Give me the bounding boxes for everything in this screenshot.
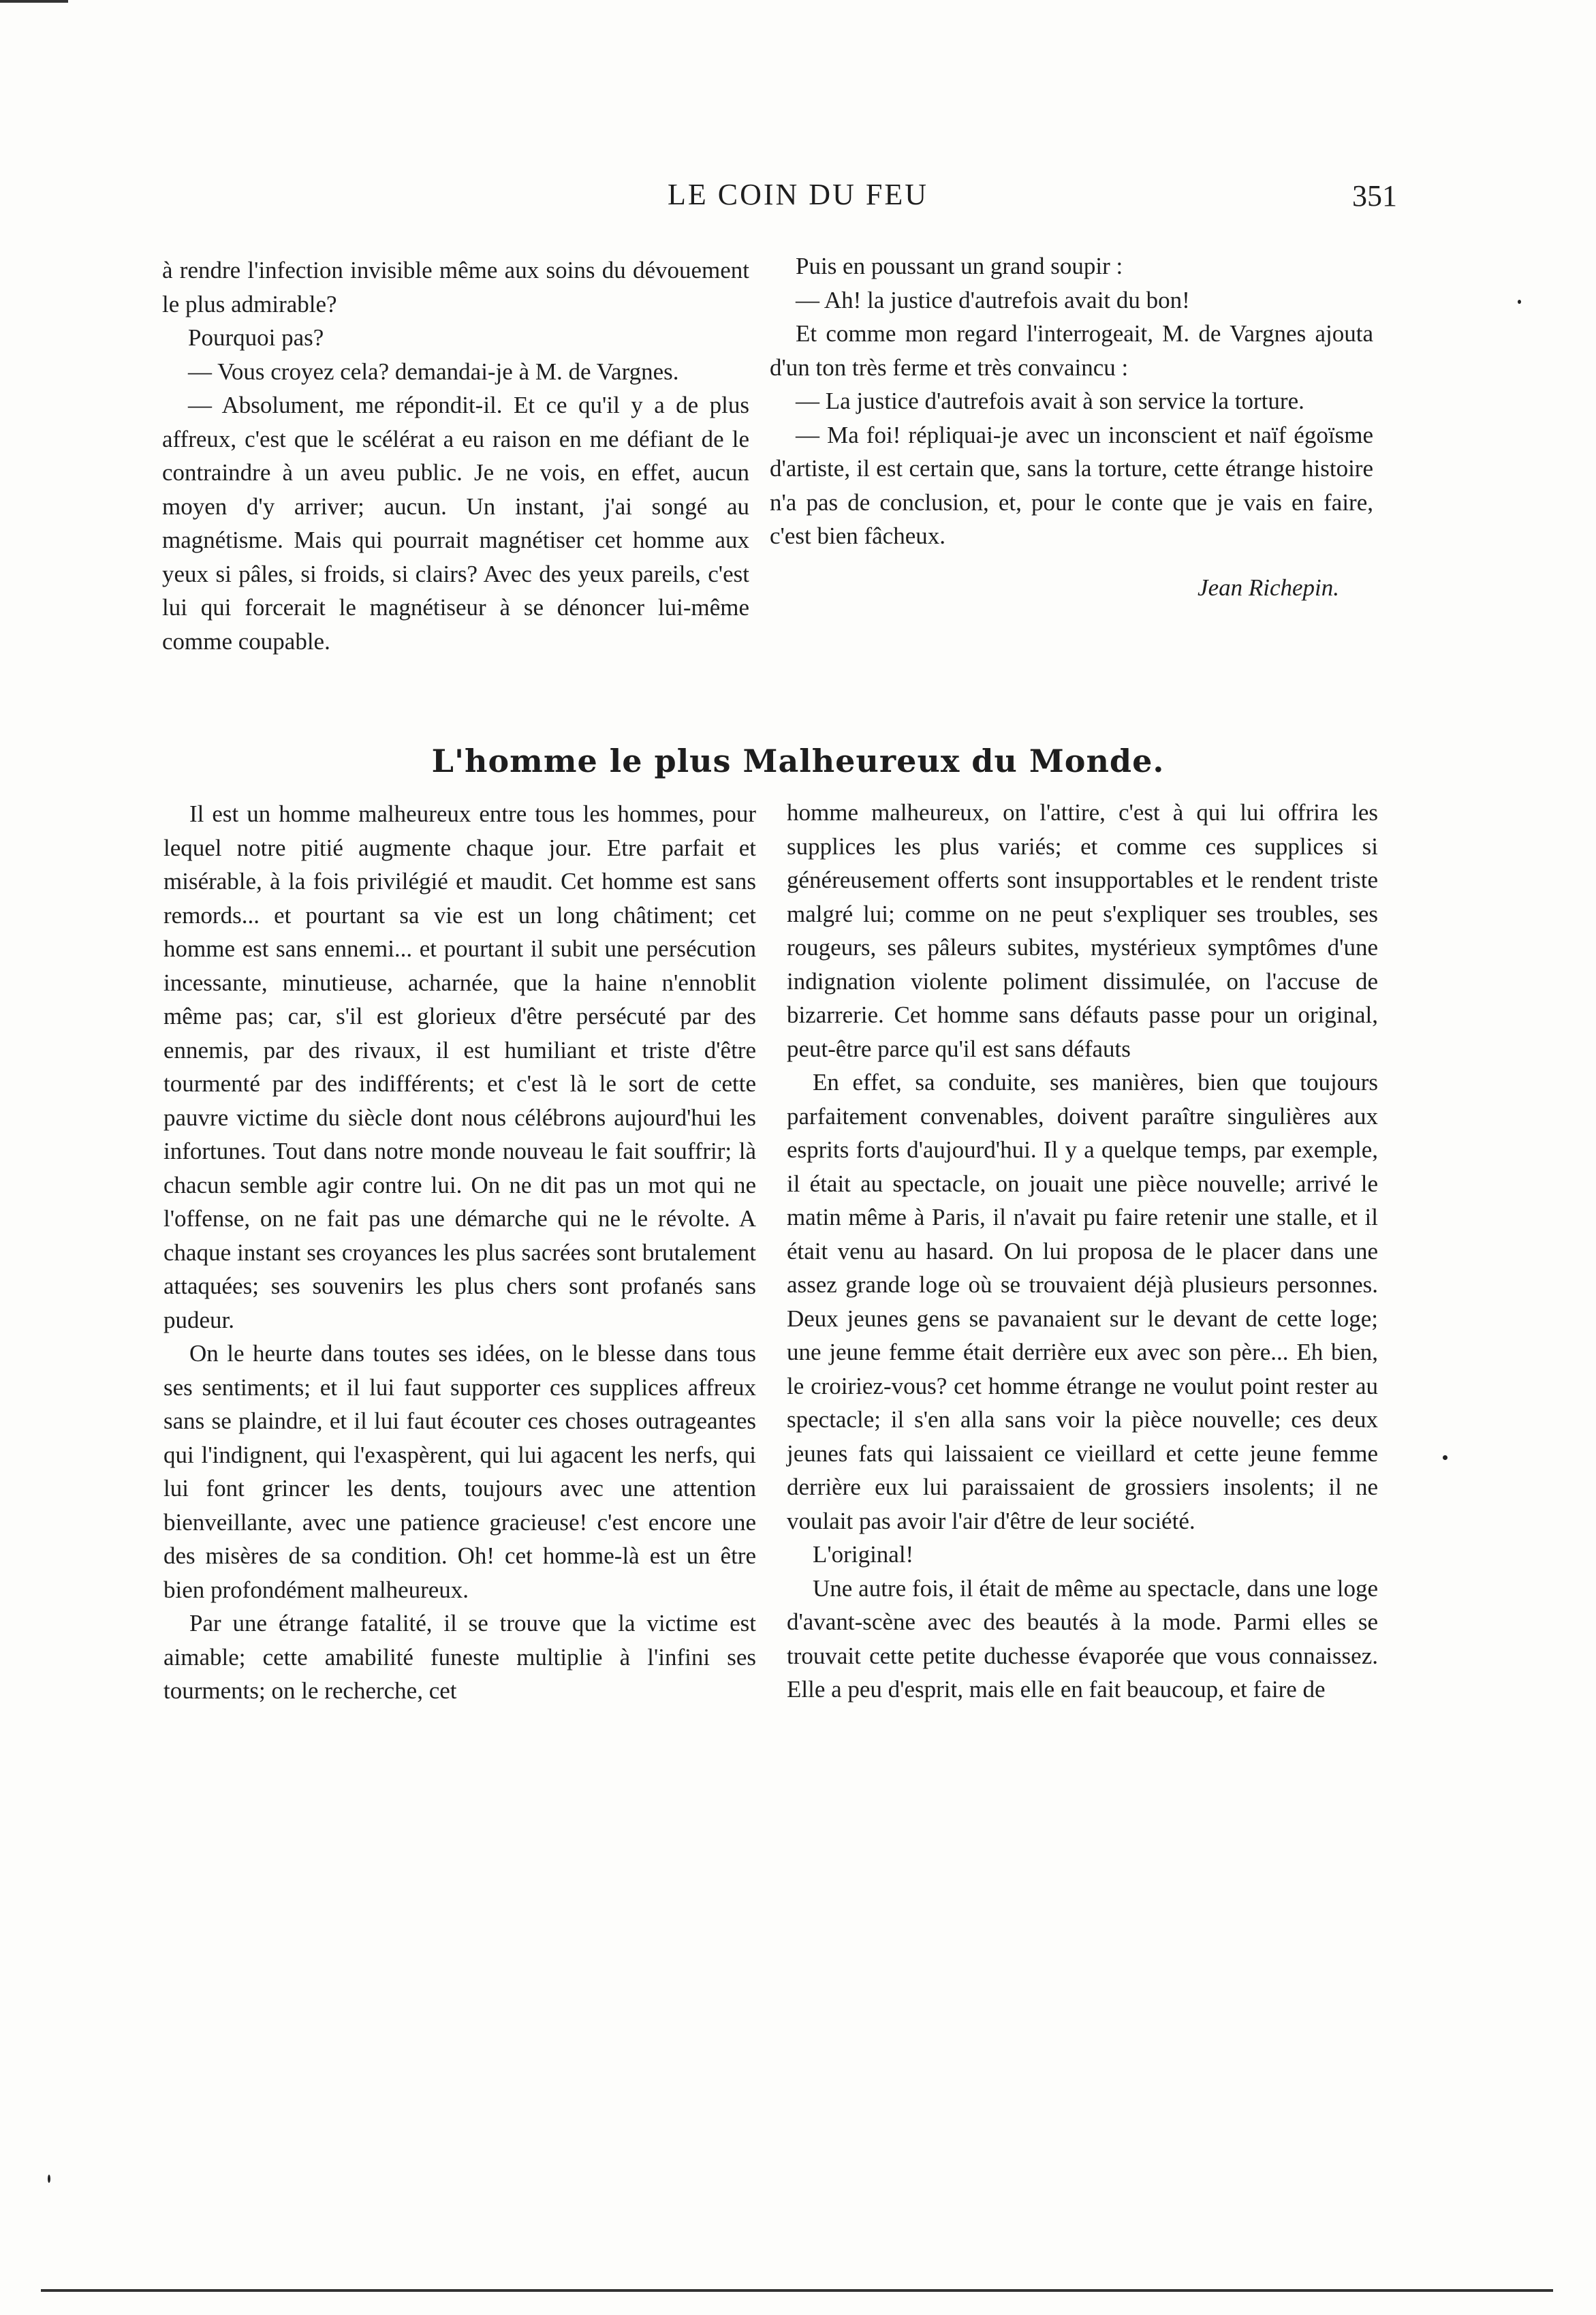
page-number: 351 (1352, 179, 1397, 213)
paragraph: Une autre fois, il était de même au spectacle, dans une loge d'avant-scène avec des beautés à la mode. Parmi elles se trouvait cette petite duchesse évaporée que vous connaissez. Elle a peu d'esprit, mais elle en fait beaucoup, et faire de (787, 1574, 1378, 1703)
ink-speck (1518, 300, 1521, 304)
paragraph: — Ma foi! répliquai-je avec un inconscient et naïf égoïsme d'artiste, il est certain que, sans la torture, cette étrange histoire n'a pas de conclusion, et, pour le conte que je vais en faire, c'est bien fâcheux. (770, 421, 1373, 549)
paragraph: On le heurte dans toutes ses idées, on le blesse dans tous ses sentiments; et il lui faut supporter ces supplices affreux sans se plaindre, et il lui faut écouter ces choses outrageantes qui l'indignent, qui l'exaspèrent, qui lui agacent les nerfs, qui lui font grincer les dents, toujours avec une attention bienveillante, avec une patience gracieuse! c'est encore une des misères de sa condition. Oh! cet homme-là est un être bien profondément malheureux. (163, 1340, 756, 1603)
paragraph: Puis en poussant un grand soupir : (796, 253, 1123, 279)
paragraph: Pourquoi pas? (188, 324, 324, 351)
paragraph: Il est un homme malheureux entre tous les hommes, pour lequel notre pitié augmente chaque jour. Etre parfait et misérable, à la fois privilégié et maudit. Cet homme est sans remords... et pourtant sa vie est un long châtiment; cet homme est sans ennemi... et pourtant il subit une persécution incessante, minutieuse, acharnée, que la haine n'ennoblit même pas; car, s'il est glorieux d'être persécuté par des ennemis, par des rivaux, il est humiliant et triste d'être tourmenté par des indifférents; et c'est là le sort de cette pauvre victime du siècle dont nous célébrons aujourd'hui les infortunes. Tout dans notre monde nouveau le fait souffrir; là chacun semble agir contre lui. On ne dit pas un mot qui ne l'offense, on ne fait pas une démarche qui ne le révolte. A chaque instant ses croyances les plus sacrées sont brutalement attaquées; ses souvenirs les plus chers sont profanés sans pudeur. (163, 801, 756, 1333)
paragraph: — La justice d'autrefois avait à son service la torture. (796, 388, 1304, 414)
article-right-column (787, 796, 1378, 1707)
top-left-column (162, 253, 749, 658)
top-right-column (770, 249, 1373, 604)
ink-speck (48, 2175, 50, 2183)
paragraph: — Vous croyez cela? demandai-je à M. de Vargnes. (188, 358, 679, 385)
running-header: LE COIN DU FEU (668, 178, 928, 211)
paragraph: Par une étrange fatalité, il se trouve que la victime est aimable; cette amabilité funeste multiplie à l'infini ses tourments; on le recherche, cet (163, 1610, 756, 1704)
ink-speck (1443, 1455, 1448, 1460)
article-title: L'homme le plus Malheureux du Monde. (431, 743, 1165, 779)
paragraph: à rendre l'infection invisible même aux soins du dévouement le plus admirable? (162, 257, 749, 317)
scan-edge-mark (0, 0, 68, 3)
author-signature: Jean Richepin. (1198, 574, 1339, 601)
paragraph: En effet, sa conduite, ses manières, bien que toujours parfaitement convenables, doivent paraître singulières aux esprits forts d'aujourd'hui. Il y a quelque temps, par exemple, il était au spectacle, on jouait une pièce nouvelle; arrivé le matin même à Paris, il n'avait pu faire retenir une stalle, et il était venu au hasard. On lui proposa de le placer dans une assez grande loge où se trouvaient déjà plusieurs personnes. Deux jeunes gens se pavanaient sur le devant de cette loge; une jeune femme était derrière eux avec son père... Eh bien, le croiriez-vous? cet homme étrange ne voulut point rester au spectacle; il s'en alla sans voir la pièce nouvelle; ces deux jeunes fats qui laissaient ce vieillard et cette jeune femme derrière eux lui paraissaient de grossiers insolents; il ne voulait pas avoir l'air d'être de leur société. (787, 1069, 1378, 1534)
paragraph: Et comme mon regard l'interrogeait, M. de Vargnes ajouta d'un ton très ferme et très convaincu : (770, 320, 1373, 381)
paragraph: — Absolument, me répondit-il. Et ce qu'il y a de plus affreux, c'est que le scélérat a eu raison en me défiant de le contraindre à un aveu public. Je ne vois, en effet, aucun moyen d'y arriver; aucun. Un instant, j'ai songé au magnétisme. Mais qui pourrait magnétiser cet homme aux yeux si pâles, si froids, si clairs? Avec des yeux pareils, c'est lui qui forcerait le magnétiseur à se dénoncer lui-même comme coupable. (162, 392, 749, 655)
paragraph: homme malheureux, on l'attire, c'est à qui lui offrira les supplices les plus variés; et comme ces supplices si généreusement offerts sont insupportables et le rendent triste malgré lui; comme on ne peut s'expliquer ses troubles, ses rougeurs, ses pâleurs subites, mystérieux symptômes d'une indignation violente poliment dissimulée, on l'accuse de bizarrerie. Cet homme sans défauts passe pour un original, peut-être parce qu'il est sans défauts (787, 799, 1378, 1062)
paragraph: — Ah! la justice d'autrefois avait du bon! (796, 286, 1190, 313)
paragraph: L'original! (813, 1541, 914, 1568)
article-left-column (163, 797, 756, 1708)
scan-bottom-edge (41, 2289, 1553, 2292)
